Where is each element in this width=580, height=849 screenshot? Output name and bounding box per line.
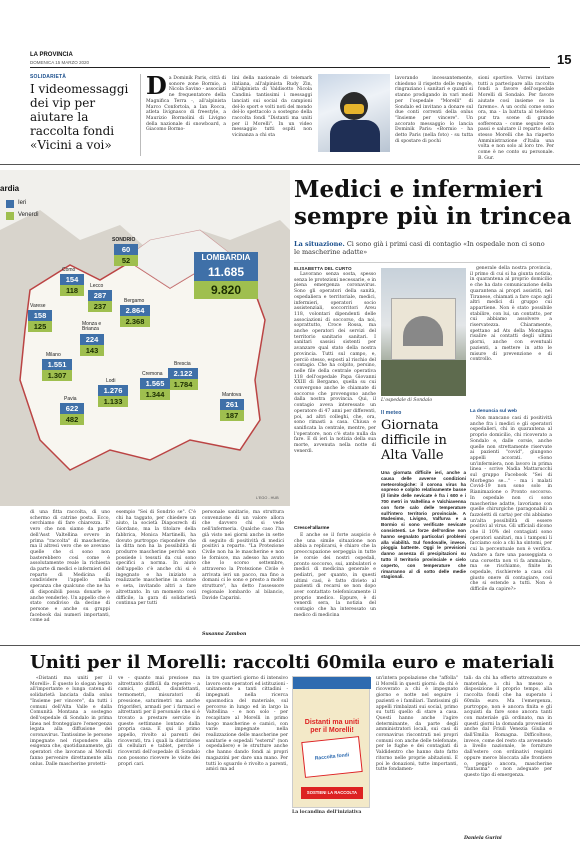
- main-col1-head: Crescel'allarme: [294, 526, 330, 531]
- poster-badge: SOSTIENI LA RACCOLTA: [301, 787, 363, 799]
- top-col-1: Da Dominik Paris, città di sonore zone Bormio, a Nicola Savino - associati ne frequentatore della Magnifica Terra -, all'alpinista Marco Confortola, a Ian Rocca, atleta livignasco di freestyle, a Maurizio Bormolini di Livigno della nazionale di snowboard, a Giacomo Bormo-: [146, 71, 226, 133]
- legend-swatch-venerdi: [6, 212, 14, 220]
- lombardia-total: [194, 252, 258, 299]
- legend-label-ieri: Ieri: [18, 200, 27, 206]
- province-box-milano: 1.551 1.307: [42, 359, 72, 381]
- province-box-mantova: 261 187: [220, 399, 244, 421]
- newspaper-name: LA PROVINCIA: [30, 52, 73, 58]
- dominik-paris-photo: [318, 74, 390, 152]
- main-col-2: generale della nostra provincia, il primo di cui si ha giunta notizia, in quarantena al proprio domicilio e che ha dato comunicazione della quarantena ai propri assistiti, nel Tiranese, chiamati a fare capo agli altri medici di gruppo cui appartiene. Non è stato possibile stabilire, con lui, un contatto, per cui abbiamo assolvere a riservatezza. Chiaramente, spettano ad Ats della Montagna risalire ai contatti degli ultimi giorni, anche con eventuali pazienti, a mettere in atto le misure di prevenzione e di controllo.: [470, 266, 552, 363]
- province-label-cremona: Cremona: [142, 371, 163, 377]
- map-title: ardia: [0, 184, 20, 193]
- bottom-col-5: tali: da chi ha offerto attrezzature e materiale, a chi ha messo a disposizione il proprio tempo, alla raccolta fondi che ha superato i 60mila euro. Ma l'emergenza, purtroppo, non è ancora finita e gli acquisti da fare sono ancora tanti con materiale già ordinato, ma in questi giorni la domanda provenienti anche dal Friuli Venezia Giulia e dall'Emilia Romagna. Difficoltoso, invece, come del resto sta avvenendo a livello nazionale, le forniture dall'estero con ordinativi respinti oppure merce bloccata alle frontiere o, peggio ancora, mascherine "fantasma" o non adeguate per questo tipo di emergenza.: [464, 676, 552, 778]
- top-col-3: lavorando incessantemente, chiedono il rispetto delle regole, ringraziano i sanitari e quanti si stanno prodigando in vari modi per l'ospedale "Morelli" di Sondalo ed invitano a donare sul due conti correnti della onlus "Insieme per vincere". Un accorato messaggio lo lancia Dominik Paris: «Bormio - ha detto Paris (nella foto) - su tutta di spostare di pochi: [395, 76, 473, 144]
- jacket-shape: [330, 120, 380, 152]
- province-label-como: Como: [62, 267, 76, 273]
- main-author: ELISABETTA DEL CURTO: [294, 266, 352, 271]
- lombardia-label: LOMBARDIA: [194, 252, 258, 263]
- mid-col-1: di una fitta raccolta, di uno schermo di catrine posta. Ecco, cerchiamo di fare chiarezza. E' vero che non siamo da parte dell'Asst Valtellina ovvero in prima "raccolta" di mascherine, ma il altresì vero che se avevano quelle che ci sono non basterebbero così come è assolutamente reale la richiesta da parte di medici e infermieri del reparto di Medicina di condividere l'appello nella speranza che qualcuno che ne ha di disponibili possa donarle (e anche venderle). Un appello che è stato condiviso da decine di persone e anche su gruppi facebook dai numeri importanti, come ad: [30, 510, 110, 624]
- top-title: I videomessaggi dei vip per aiutare la raccolta fondi «Vicini a voi»: [30, 82, 129, 152]
- meteo-text: Una giornata difficile ieri, anche a causa delle avverse condizioni meteorologiche: il corona virus ha sopreso e colpito relativamente basse (il limite delle nevicate è fra i 600 e i 700 metri in Valtellina e Valchiavenna con forte calo delle temperature sull'intero territorio provinciale. A Madesimo, Livigno, Valfurva e a Bormio si sono verificate nevicate consistenti. Le forze dell'ordine non hanno segnalato particolari problemi alla viabilità. Sul fondovalle, invece, pioggia battente. Oggi le previsioni danno assenza di precipitazioni su tutto il territorio provinciale e cielo coperto, con temperature che rimarranno al di sotto delle medie stagionali.: [381, 470, 466, 580]
- mid-col-3: personale sanitario, ma struttura convenzione di un valore allora che davvero chi si vede nell'infermeria. Qualche caso l'ha già visto nei giorni anche in sette di seguito di positività di medici positivi a reparto. "La Protezione Civile non ha le mascherine e non le fornisce, ma adesso ha avuto che lo scorso settembre, attraverso la Protezione Civile è arrivata ieri un pacco, ma fino a domani ci le sono e presto a molte strutture", ha detto l'assessore regionale lombardo al bilancio, Davide Caparini.: [202, 510, 284, 601]
- province-box-pavia: 622 482: [60, 403, 84, 425]
- province-label-pavia: Pavia: [64, 396, 77, 402]
- lombardia-venerdi: 9.820: [194, 281, 258, 299]
- province-label-mantova: Mantova: [222, 392, 242, 398]
- drop-cap: D: [146, 71, 167, 100]
- bottom-col-1: «Distanti ma uniti per il Morelli». È questo lo slogan legato all'importante e lunga catena di solidarietà lanciata dalla onlus "Insieme per vincere", da tutti i comuni dell'Alta Valle e dalla Comunità Montana a sostegno dell'ospedale di Sondalo in prima linea nel fronteggiare l'emergenza legata alla diffusione del coronavirus. Tantissime le persone impegnate nel rispondere alla esigenza che, quotidianamente, gli operatori che lavorano al Morelli fanno pervenire direttamente alla onlus. Dalle mascherine protetti-: [30, 676, 112, 767]
- poster-top-band: [293, 677, 371, 689]
- contagion-map: [0, 170, 290, 506]
- province-box-varese: 158 125: [28, 310, 52, 332]
- main-col2-head: La denuncia sul web: [470, 409, 517, 414]
- main-title-1: Medici e infermieri: [294, 176, 543, 203]
- issue-date: DOMENICA 15 MARZO 2020: [30, 60, 90, 65]
- province-box-bergamo: 2.864 2.368: [120, 305, 150, 327]
- map-credit: L'EGO - HUB: [256, 496, 279, 500]
- poster-image: [292, 676, 370, 808]
- header-rule: [30, 67, 550, 68]
- top-kicker: SOLIDARIETÀ: [30, 74, 67, 80]
- province-box-lodi: 1.276 1.133: [98, 385, 128, 407]
- province-label-varese: Varese: [30, 303, 46, 309]
- poster-caption: La locandina dell'iniziativa: [292, 810, 362, 815]
- map-svg: [0, 170, 290, 506]
- bottom-title: Uniti per il Morelli: raccolti 60mila euro e materiali: [30, 652, 555, 673]
- grass: [381, 360, 466, 396]
- poster-card: Raccolta fondi: [301, 736, 362, 778]
- province-box-sondrio: 60 52: [114, 244, 138, 266]
- hospital-photo: [381, 268, 466, 396]
- bottom-col-2: ve - quanto mai preziose ma altrettanto difficili da reperire - a camici, guanti, disinfettanti, termometri, misuratori di pressione, saturimetri ma anche frigoriferi, armadi per i farmaci e altrettanti per il personale che si è trovato a prestare servizio in queste settimane lontano dalla propria casa. E qui il primo appello, rivolto ai parenti dei ricoverati, tra i quali la distrizione di cellulari e tablet, perché i ricoverati dell'ospedale di Sondalo non possono ricevere le visite dei propri cari.: [118, 676, 200, 767]
- province-box-como: 154 118: [60, 274, 84, 296]
- main-col-1b: E anche se il forte auspicio è che una simile situazione non abbia a replicarsi, è chiaro che la preoccupazione serpeggia in tutte le corsie dei nostri ospedali, pronto soccorso, sui, ambulatori e medici di medicina generale e pediatri, per quanto, in questi ultimi casi, è fatto divieto al pazienti di recarsi se non dopo aver contattato telefonicamente il proprio medico. Eppure, è di venerdì sera, la notizia del contagio che ha interessato un medico di medicina: [294, 533, 376, 618]
- main-col-1: Lavorano senza sosta, spesso senza le protezioni necessarie, e in piena emergenza coronavirus. Sono gli operatori della sanità, ospedaliera e territoriale, medici, infermieri, operatori socio assistenziali, soccorritori Areu 118, volontari dipendenti delle associazioni di soccorso, da noi, soprattutto, Croce Rossa, ma anche operatori dei servizi del territorio sanitario sanitari. I sanitari sassisi sistenti per avanzare qual stato della nostra provincia. Tutti sul campo, e, perciò stesso, esposti al rischio del contagio. Che ha colpito, persino, nelle file della centrale operativa 118 dell'ospedale Papa Giovanni XXIII di Bergamo, quella su cui convergono anche le chiamate di soccorso che provengono anche dalla nostra provincia. Qui, il contagio aveva interessato un operatore di 47 anni per differenti, poi, ad altri colleghi, che, ora, sono rimasti a casa. Chiusa e sanificata la centrale, mentre, per l'operatore, non c'è stato nulla da fare. E di ieri la notizia della sua morte, avvenuta nella notte di venerdì.: [294, 272, 376, 454]
- province-label-lecco: Lecco: [90, 283, 104, 289]
- mid-col-2: esempio "Sei di Sondrio se". C'è chi ha taggato, per chiedere un aiuto, la società Diaposrech di Giordano, ma la titolare della fabbrica, Monica Martinelli, ha dovuto purtroppo rispondere che la ditta non ha la possibilità di produrre mascherine perché non possiede i tessuti da cui sono specifici a norma. In aiuto dell'appello c'è anche chi si è ingegnato e ha iniziato a realizzarle mascherine in cotone e seta, invitando altri a fare altrettanto. In un momento così difficile, la gara di solidarietà continua per tutti: [116, 510, 196, 607]
- main-col-2b: Non mancano casi di positività anche fra i medici e gli operatori ospedalieri, chi in quarantena al proprio domicilio, chi ricoverato a Sondalo e, dalle corsie, anche quelle non strettamente riservate ai pazienti "covid", giungono appelli accorati. «Sono un'infermiera, non lavoro in prima linea - scrive Nadia Mattarucchi sul gruppo Facebook "Sei di Morbegno se..." - ma i malati Covid-19 non sono solo in Rianimazione o Pronto soccorso. In ospedale non ci sono mascherine adatte, lavoriamo con quelle chirurgiche (paragonabili a fazzoletti di carta) per chi abbiamo un'alta possibilità di essere positivi al virus. Gli ufficiali dicono che il 10% del contagiati sono operatori sanitari, ma i tamponi li facciamo solo a chi ha sintomi, per cui la percentuale non è verifica. Andare a fare una passeggiata o una corsetta non vi fa ammalare, ma se rischiamo, finite in ospedale, rischierete a casa col giusto onere di contagiare, così che si estende a tutti. Non è difficile da capire?»: [470, 416, 552, 593]
- province-label-lodi: Lodi: [106, 378, 116, 384]
- province-label-bergamo: Bergamo: [124, 298, 145, 304]
- lombardia-ieri: 11.685: [194, 263, 258, 281]
- province-label-milano: Milano: [46, 352, 61, 358]
- main-subtitle: La situazione. Ci sono già i primi casi di contagio «In ospedale non ci sono le mascherine adatte»: [294, 240, 545, 256]
- meteo-title: Giornata difficile in Alta Valle: [381, 418, 447, 463]
- bottom-signature: Daniela Gurini: [464, 836, 502, 841]
- province-label-sondrio: SONDRIO: [112, 237, 136, 243]
- bottom-col-3: in tre quartieri giorno di intensivo lavoro con operatori ed istituzioni - unitamente a tanti cittadini - impegnati nella ricerca spasmodica del materiale, sul percorso in lungo ed in largo la Valtellina - e non solo - per recapitare al Morelli in primo luogo mascherine e camici, con varie impegnate nella realizzazione delle mascherine per sanitarie e ospedali "esterni" (non ospedaliere) e le strutture anche che hanno dando fondi ai propri magazzini per dare una mano. Per tutti lo sguardo è rivolto a parenti, amici ma ad: [206, 676, 289, 773]
- mid-signature: Susanna Zambon: [202, 632, 247, 637]
- province-box-monza: 224 143: [80, 334, 104, 356]
- province-label-monza: Monza e Brianza: [82, 321, 102, 332]
- province-box-lecco: 287 237: [88, 290, 112, 312]
- goggles-shape: [344, 104, 364, 114]
- province-box-brescia: 2.122 1.784: [168, 368, 198, 390]
- legend-label-venerdi: Venerdì: [18, 212, 39, 218]
- top-col-4: sioni sportive. Vorrei invitare tutti a partecipare alla raccolta fondi a favore dell'ospedale Morelli di Sondalo. Per favore aiutate così insieme ce la faremo». A un occhi come sono ora, ma - la battuta al telefono pur tra scene di grande sofferenza - come seguire ora passi e salutare il reparto dello stesso Morelli che ha riaperto Amministrazione d'Italia una volta e non solo al loro tre. Per come è ne conto su personale. B. Gur.: [478, 76, 554, 161]
- hospital-caption: L'ospedale di Sondalo: [381, 398, 433, 403]
- page-number: 15: [557, 52, 572, 67]
- top-col-2: lini della nazionale di telemark italiana, all'alpinista Rudy Zin, all'alpinista di Valdisotto Nicola Candini: tantissimi i messaggi lanciati sui social da campioni del-lo sport e volti noti del mondo del-lo spettacolo a sostegno della raccolta fondi "Distanti ma uniti per il Morelli". In un video messaggio tutti ospiti non vicinanza a chi sta: [232, 76, 312, 139]
- province-label-brescia: Brescia: [174, 361, 191, 367]
- poster-headline: Distanti ma uniti per il Morelli!: [304, 719, 360, 734]
- province-box-cremona: 1.565 1.344: [140, 378, 170, 400]
- meteo-kicker: Il meteo: [381, 410, 402, 416]
- legend-swatch-ieri: [6, 200, 14, 208]
- main-title-2: sempre più in trincea: [294, 203, 572, 230]
- bottom-col-4: un'intera popolazione che "affolla" il Morelli in questi giorni: da chi è ricoverato a chi è impegnato giorno e notte nel seguire i pazienti e i familiari. Tantissimi gli appelli rimbalzati sui social, primo su tutti quello di stare a casa. Questi hanno anche l'agire determinante, da parte degli amministratori locali, sui casi di coronavirus riscontrati nei propri comuni con anche delle telefonate, per le fughe e dei contagiati di Valdidentro che hanno dato fatto ritorno nelle proprie abitazioni. E poi le donazioni, tutte importanti, tutte fondamen-: [376, 676, 458, 773]
